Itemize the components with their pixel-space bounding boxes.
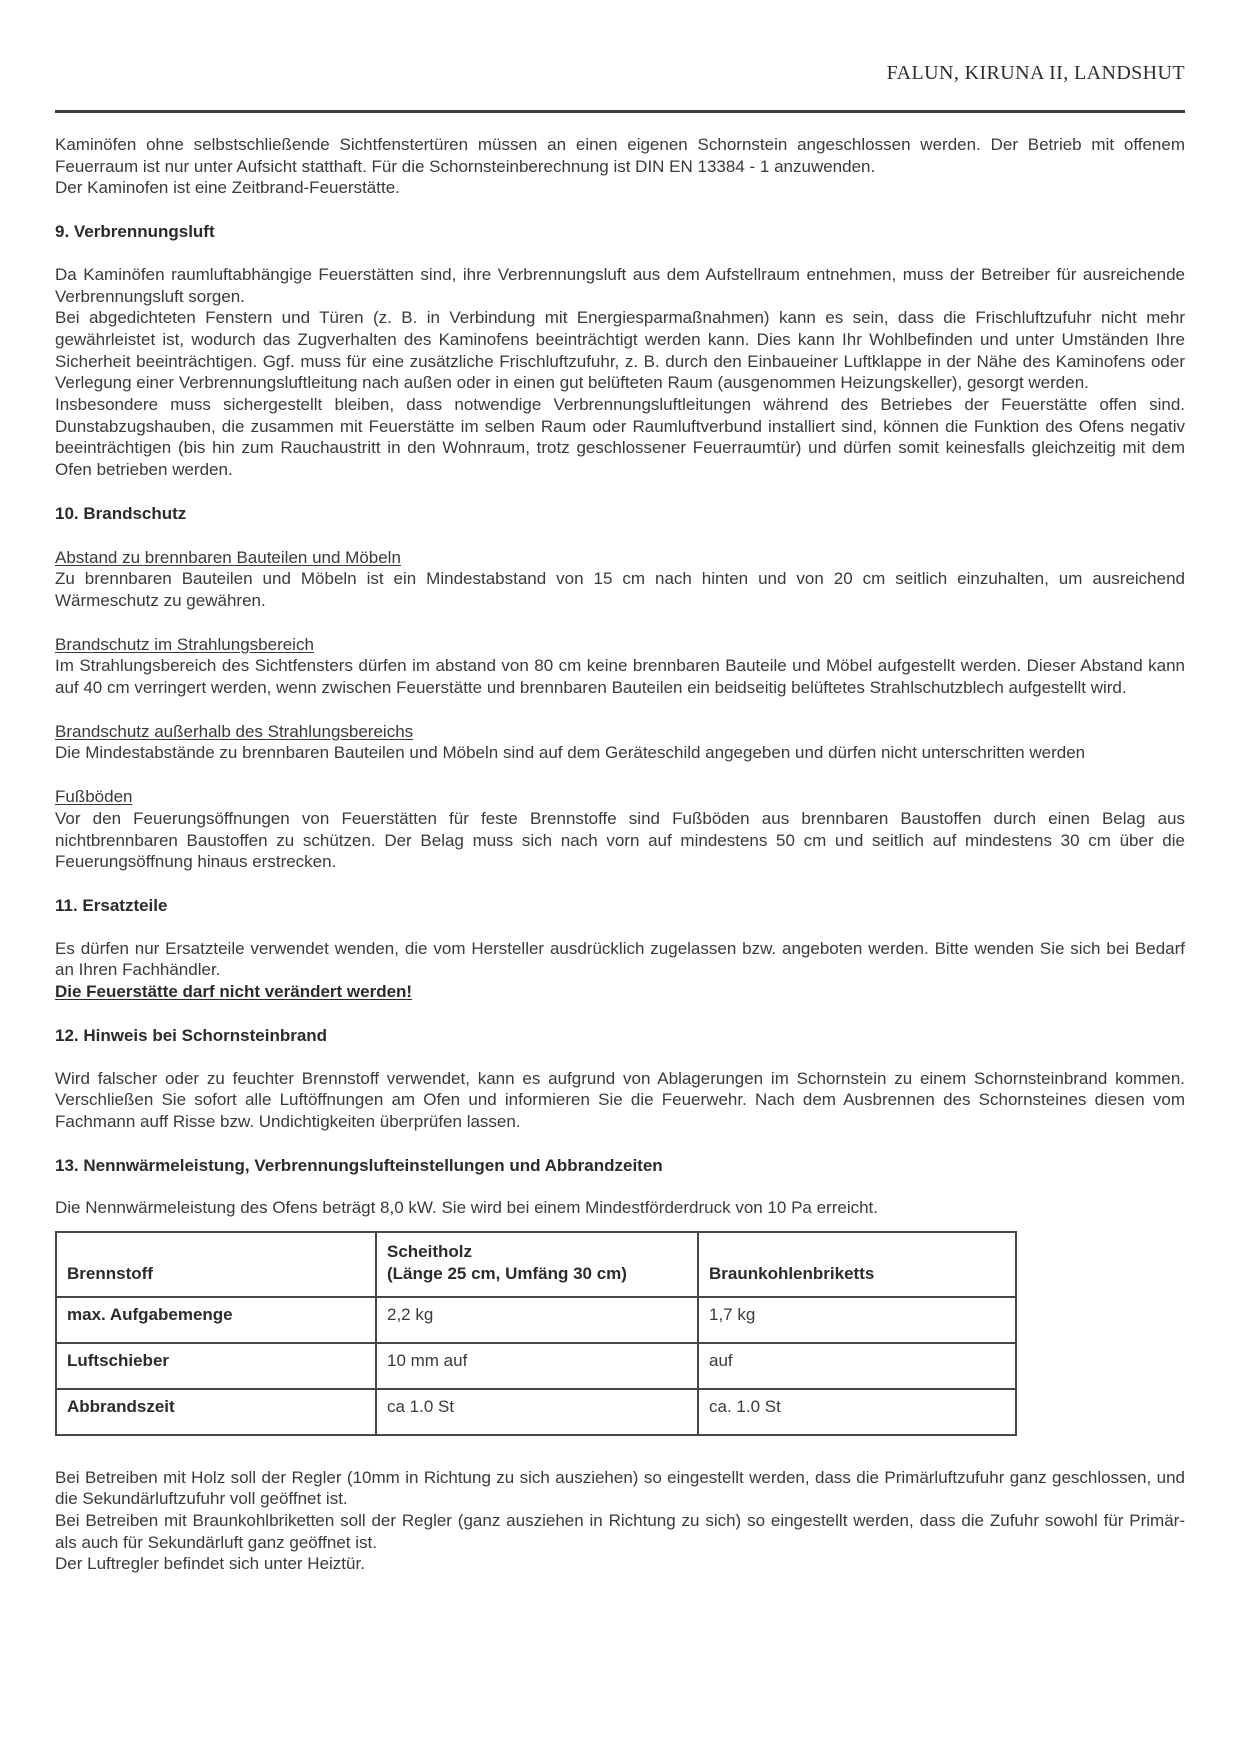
paragraph: Wird falscher oder zu feuchter Brennstoff verwendet, kann es aufgrund von Ablagerungen im Schornstein zu einem Schornsteinbrand kommen. Verschließen Sie sofort alle Luftöffnungen am Ofen und informieren Sie die Feuerwehr. Nach dem Ausbrennen des Schornsteines diesen vom Fachmann auff Risse bzw. Undichtigkeiten überprüfen lassen. <box>55 1068 1185 1131</box>
emphasis-line: Die Feuerstätte darf nicht verändert werden! <box>55 982 413 1002</box>
section-11-body <box>55 938 1185 1003</box>
cell-value: 10 mm auf <box>376 1343 698 1389</box>
intro-block <box>55 134 1185 199</box>
cell-value: auf <box>698 1343 1016 1389</box>
cell-value: 1,7 kg <box>698 1297 1016 1343</box>
paragraph: Bei Betreiben mit Braunkohlbriketten soll der Regler (ganz ausziehen in Richtung zu sich) so eingestellt werden, dass die Zufuhr sowohl für Primär- als auch für Sekundärluft ganz geöffnet ist. <box>55 1510 1185 1552</box>
section-heading-13: 13. Nennwärmeleistung, Verbrennungslufteinstellungen und Abbrandzeiten <box>55 1155 663 1175</box>
paragraph: Da Kaminöfen raumluftabhängige Feuerstätten sind, ihre Verbrennungsluft aus dem Aufstellraum entnehmen, muss der Betreiber für ausreichende Verbrennungsluft sorgen. <box>55 264 1185 306</box>
paragraph: Im Strahlungsbereich des Sichtfensters dürfen im abstand von 80 cm keine brennbaren Bauteile und Möbel aufgestellt werden. Dieser Abstand kann auf 40 cm verringert werden, wenn zwischen Feuerstätte und brennbaren Bauteilen ein beidseitig belüftetes Strahlschutzblech aufgestellt wird. <box>55 656 1185 698</box>
cell-value: ca 1.0 St <box>376 1389 698 1435</box>
paragraph: Kaminöfen ohne selbstschließende Sichtfenstertüren müssen an einen eigenen Schornstein angeschlossen werden. Der Betrieb mit offenem Feuerraum ist nur unter Aufsicht statthaft. Für die Schornsteinberechnung ist DIN EN 13384 - 1 anzuwenden. <box>55 135 1185 176</box>
section-heading-11: 11. Ersatzteile <box>55 895 168 915</box>
section-9-body <box>55 264 1185 481</box>
section-heading-12: 12. Hinweis bei Schornsteinbrand <box>55 1025 328 1045</box>
paragraph: Vor den Feuerungsöffnungen von Feuerstätten für feste Brennstoffe sind Fußböden aus brennbaren Baustoffen durch einen Belag aus nichtbrennbaren Baustoffen zu schützen. Der Belag muss sich nach vorn auf mindestens 50 cm und seitlich auf mindestens 30 cm über die Feuerungsöffnung hinaus erstrecken. <box>55 808 1185 872</box>
paragraph: Der Luftregler befindet sich unter Heiztür. <box>55 1554 365 1574</box>
paragraph: Die Nennwärmeleistung des Ofens beträgt 8,0 kW. Sie wird bei einem Mindestförderdruck von 10 Pa erreicht. <box>55 1198 879 1218</box>
row-label: max. Aufgabemenge <box>56 1297 376 1343</box>
section-heading-9: 9. Verbrennungsluft <box>55 222 215 242</box>
section-heading-10: 10. Brandschutz <box>55 503 187 523</box>
table-row <box>56 1343 1016 1389</box>
header-divider <box>55 110 1185 113</box>
subsection-heading-strahlungsbereich: Brandschutz im Strahlungsbereich <box>55 634 314 654</box>
subsection-heading-fussboeden: Fußböden <box>55 787 133 807</box>
column-header-line: (Länge 25 cm, Umfäng 30 cm) <box>387 1263 627 1283</box>
table-header-row <box>56 1232 1016 1297</box>
fuel-spec-table <box>55 1231 1017 1436</box>
section-12-body <box>55 1068 1185 1133</box>
paragraph: Insbesondere muss sichergestellt bleiben, dass notwendige Verbrennungsluftleitungen während des Betriebes der Feuerstätte offen sind. Dunstabzugshauben, die zusammen mit Feuerstätte im selben Raum oder Raumluftverbund installiert sind, können die Funktion des Ofens negativ beeinträchtigen (bis hin zum Rauchaustritt in den Wohnraum, trotz geschlossener Feuerraumtür) und dürfen somit keinesfalls gleichzeitig mit dem Ofen betrieben werden. <box>55 395 1185 480</box>
paragraph: Zu brennbaren Bauteilen und Möbeln ist ein Mindestabstand von 15 cm nach hinten und von 20 cm seitlich einzuhalten, um ausreichend Wärmeschutz zu gewähren. <box>55 569 1185 610</box>
subsection-heading-abstand: Abstand zu brennbaren Bauteilen und Möbeln <box>55 547 401 567</box>
paragraph: Bei abgedichteten Fenstern und Türen (z. B. in Verbindung mit Energiesparmaßnahmen) kann es sein, dass die Frischluftzufuhr nicht mehr gewährleistet ist, wodurch das Zugverhalten des Kaminofens beeinträchtigt werden kann. Dies kann Ihr Wohlbefinden und unter Umständen Ihre Sicherheit beeinträchtigen. Ggf. muss für eine zusätzliche Frischluftzufuhr, z. B. durch den Einbaueiner Luftklappe in der Nähe des Kaminofens oder Verlegung einer Verbrennungsluftleitung nach außen oder in einen gut belüfteten Raum (ausgenommen Heizungskeller), gesorgt werden. <box>55 308 1185 393</box>
column-header-braunkohlenbriketts: Braunkohlenbriketts <box>698 1232 1016 1297</box>
row-label: Luftschieber <box>56 1343 376 1389</box>
table-row <box>56 1297 1016 1343</box>
row-label: Abbrandszeit <box>56 1389 376 1435</box>
table-row <box>56 1389 1016 1435</box>
subsection-heading-ausserhalb: Brandschutz außerhalb des Strahlungsbereichs <box>55 721 414 741</box>
paragraph: Bei Betreiben mit Holz soll der Regler (10mm in Richtung zu sich ausziehen) so eingestellt werden, dass die Primärluftzufuhr ganz geschlossen, und die Sekundärluftzufuhr voll geöffnet ist. <box>55 1467 1185 1509</box>
column-header-line: Scheitholz <box>387 1242 473 1262</box>
cell-value: 2,2 kg <box>376 1297 698 1343</box>
paragraph: Die Mindestabstände zu brennbaren Bauteilen und Möbeln sind auf dem Geräteschild angegeben und dürfen nicht unterschritten werden <box>55 743 1086 763</box>
column-header-scheitholz <box>376 1232 698 1297</box>
cell-value: ca. 1.0 St <box>698 1389 1016 1435</box>
section-13-closing <box>55 1467 1185 1576</box>
paragraph: Der Kaminofen ist eine Zeitbrand-Feuerstätte. <box>55 178 400 198</box>
paragraph: Es dürfen nur Ersatzteile verwendet wenden, die vom Hersteller ausdrücklich zugelassen bzw. angeboten werden. Bitte wenden Sie sich bei Bedarf an Ihren Fachhändler. <box>55 938 1185 980</box>
column-header-brennstoff: Brennstoff <box>56 1232 376 1297</box>
section-13-intro <box>55 1197 1185 1219</box>
page-title: FALUN, KIRUNA II, LANDSHUT <box>886 62 1185 84</box>
